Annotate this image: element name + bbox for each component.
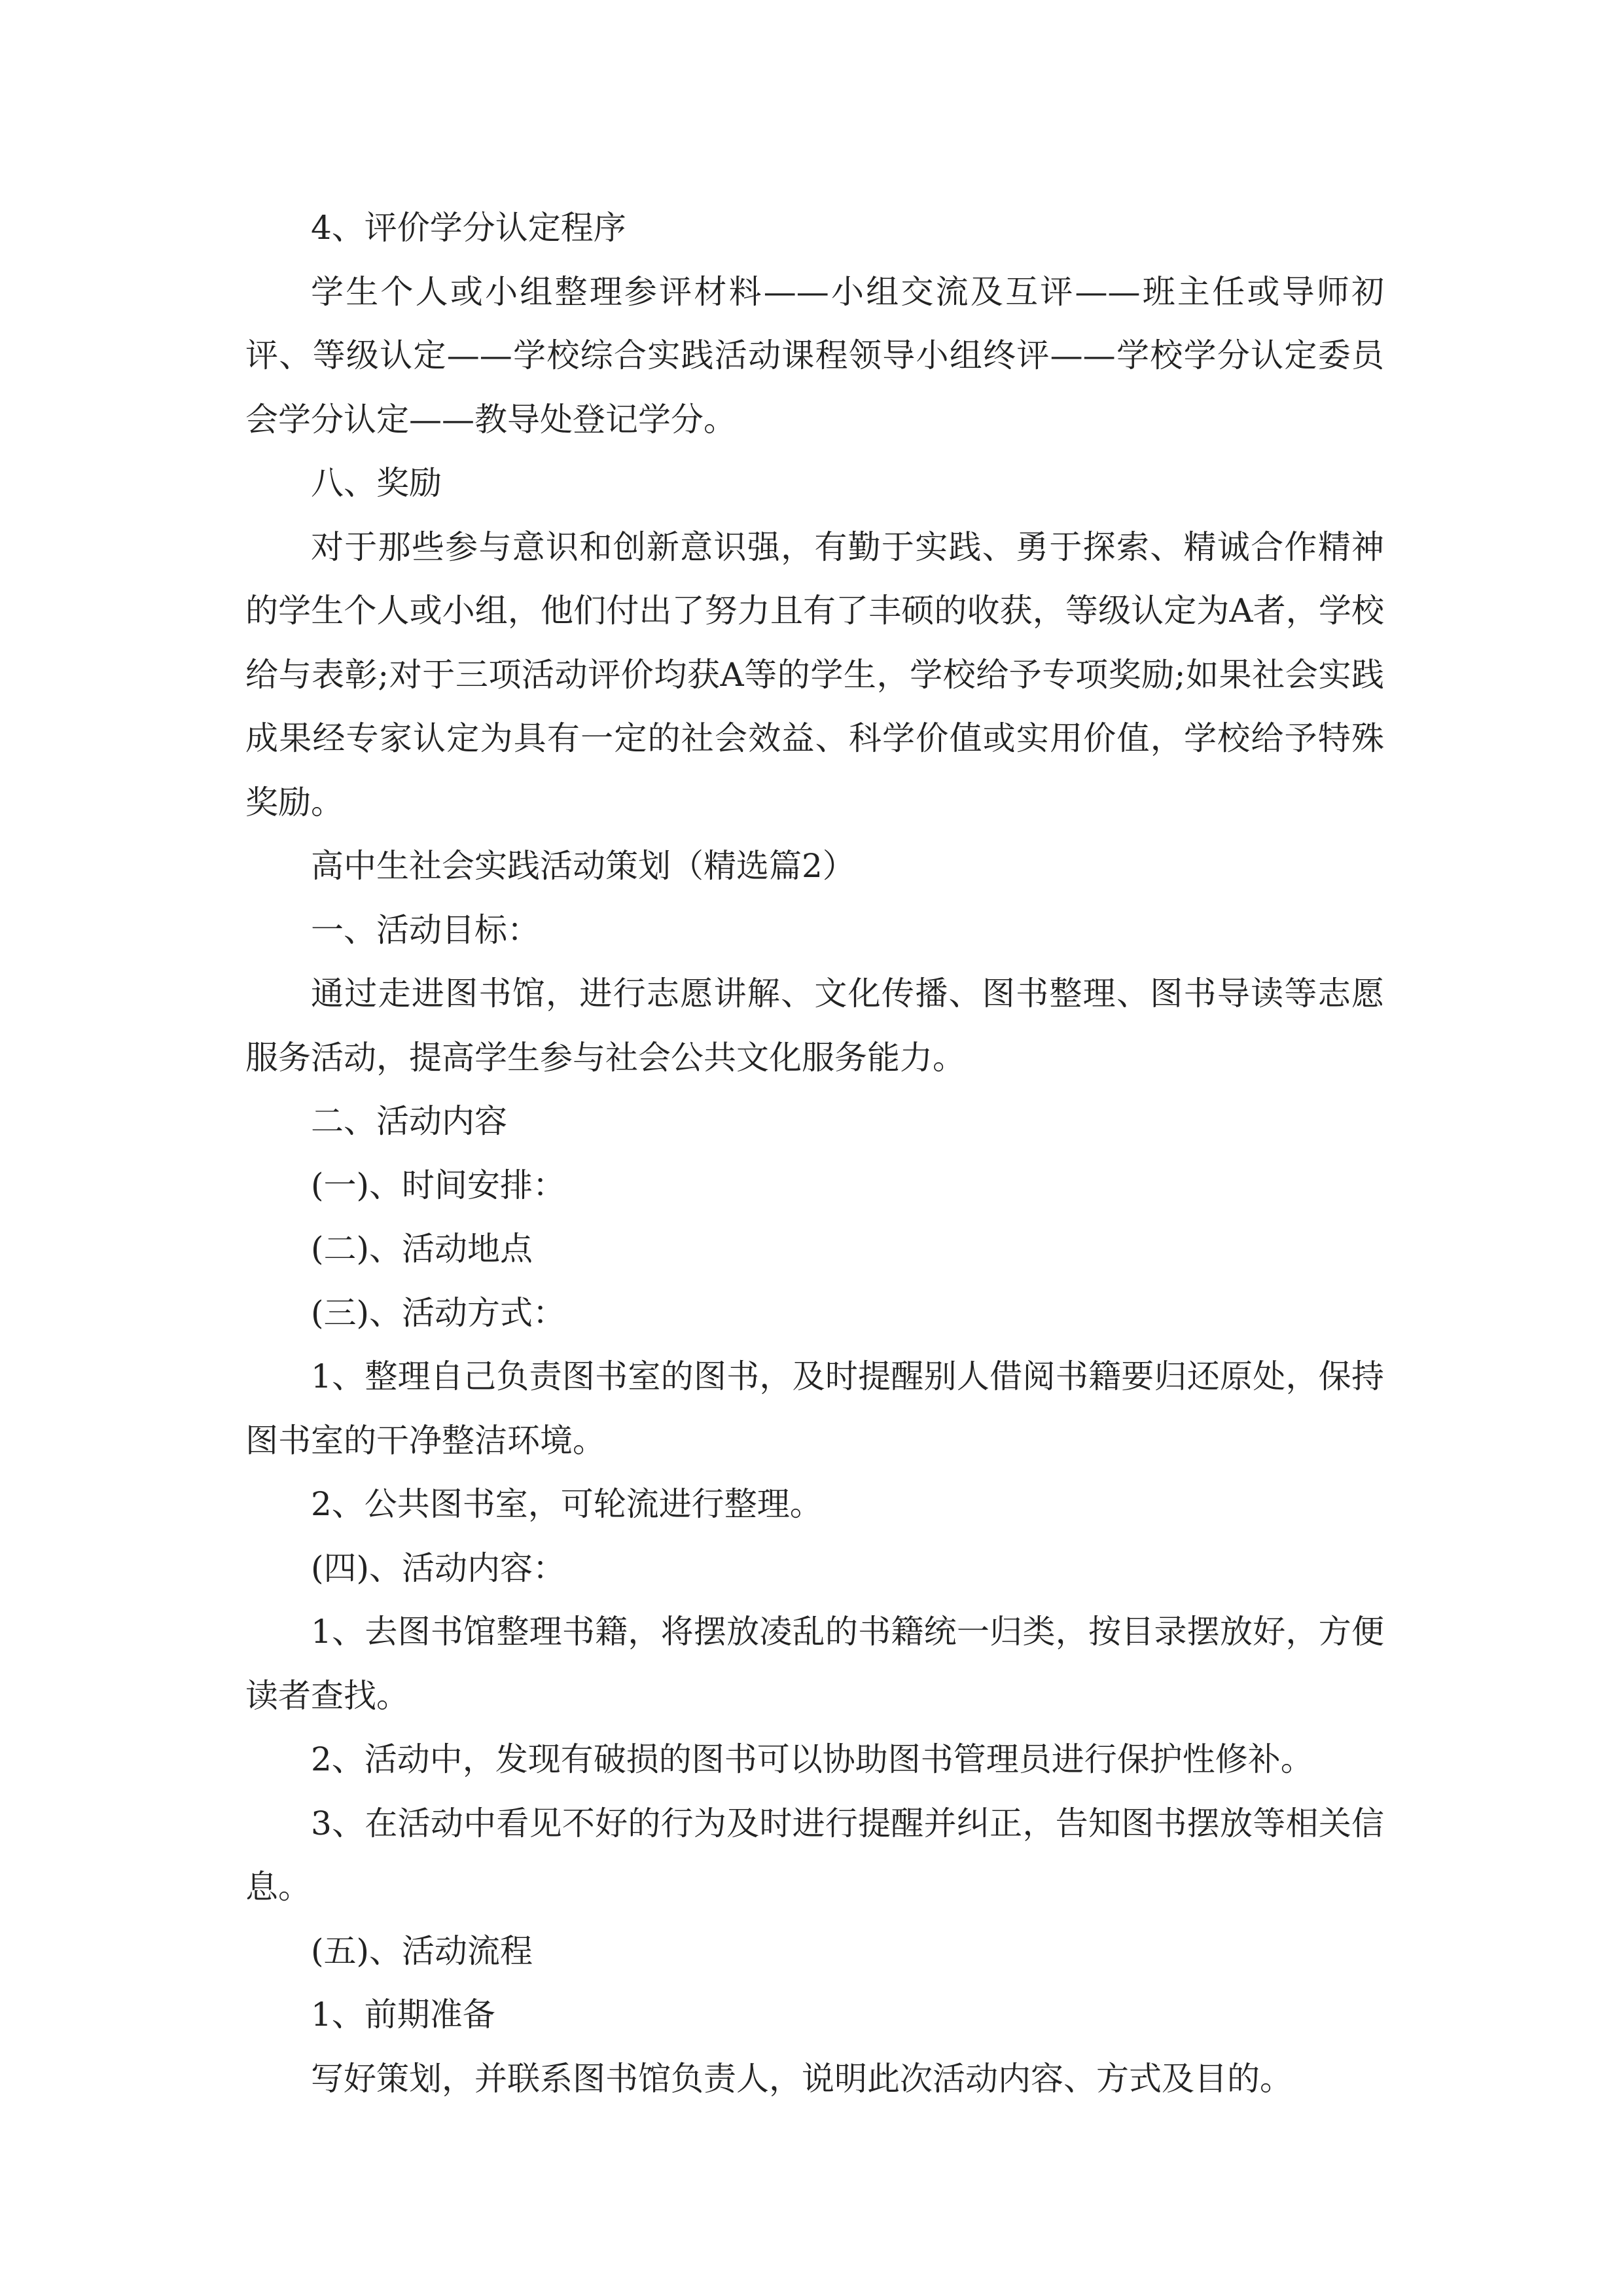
heading-plan-2: 高中生社会实践活动策划（精选篇2） [311, 847, 855, 885]
paragraph-activity-goal: 通过走进图书馆，进行志愿讲解、文化传播、图书整理、图书导读等志愿服务活动，提高学生参与社会公共文化服务能力。 [245, 975, 1384, 1077]
heading-activity-goal: 一、活动目标： [311, 910, 540, 949]
item-activity-flow: (五)、活动流程 [311, 1931, 533, 1970]
document-page [245, 196, 1384, 2111]
heading-activity-content: 二、活动内容 [311, 1102, 507, 1140]
paragraph-method-1: 1、整理自己负责图书室的图书，及时提醒别人借阅书籍要归还原处，保持图书室的干净整洁环境。 [245, 1357, 1384, 1460]
paragraph-credit-procedure: 学生个人或小组整理参评材料——小组交流及互评——班主任或导师初评、等级认定——学校综合实践活动课程领导小组终评——学校学分认定委员会学分认定——教导处登记学分。 [245, 272, 1384, 439]
item-time-arrangement: (一)、时间安排： [311, 1166, 566, 1204]
item-activity-location: (二)、活动地点 [311, 1230, 533, 1268]
heading-credit-procedure: 4、评价学分认定程序 [311, 209, 626, 247]
item-activity-method: (三)、活动方式： [311, 1293, 566, 1332]
paragraph-method-2: 2、公共图书室，可轮流进行整理。 [311, 1485, 823, 1523]
heading-preparation: 1、前期准备 [311, 1996, 495, 2034]
paragraph-content-1: 1、去图书馆整理书籍，将摆放凌乱的书籍统一归类，按目录摆放好，方便读者查找。 [245, 1613, 1384, 1715]
paragraph-content-3: 3、在活动中看见不好的行为及时进行提醒并纠正，告知图书摆放等相关信息。 [245, 1804, 1384, 1906]
paragraph-preparation: 写好策划，并联系图书馆负责人，说明此次活动内容、方式及目的。 [311, 2059, 1293, 2098]
paragraph-content-2: 2、活动中，发现有破损的图书可以协助图书管理员进行保护性修补。 [311, 1740, 1313, 1778]
item-activity-content-4: (四)、活动内容： [311, 1549, 566, 1587]
heading-rewards: 八、奖励 [311, 464, 442, 502]
paragraph-rewards: 对于那些参与意识和创新意识强，有勤于实践、勇于探索、精诚合作精神的学生个人或小组，他们付出了努力且有了丰硕的收获，等级认定为A者，学校给与表彰;对于三项活动评价均获A等的学生，学校给予专项奖励;如果社会实践成果经专家认定为具有一定的社会效益、科学价值或实用价值，学校给予特殊奖励。 [245, 528, 1384, 821]
